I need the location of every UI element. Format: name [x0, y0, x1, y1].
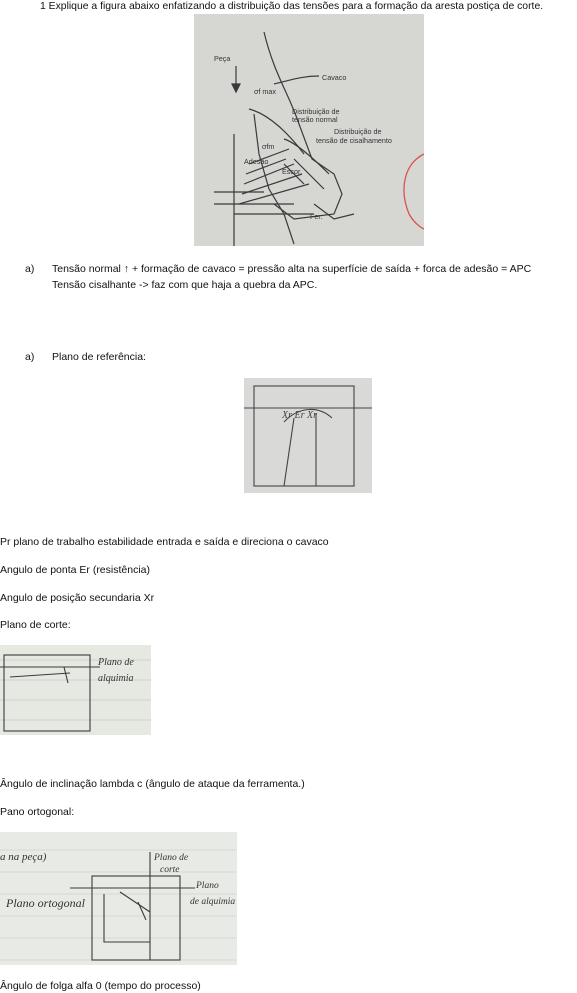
note-alfa: Ângulo de folga alfa 0 (tempo do processo) — [0, 980, 201, 992]
label-fer: Fer. — [310, 212, 323, 221]
note-plano-corte: Plano de corte: — [0, 619, 71, 631]
note-lambda: Ângulo de inclinação lambda c (ângulo de ataque da ferramenta.) — [0, 778, 305, 790]
label-dist-normal-2: tensão normal — [292, 115, 338, 124]
answer-a2-marker: a) — [25, 351, 35, 363]
note-er: Angulo de ponta Er (resistência) — [0, 564, 150, 576]
orthogonal-hand-corte-2: corte — [160, 865, 180, 875]
cutting-plane-sketch — [0, 645, 151, 735]
label-dist-cis-2: tensão de cisalhamento — [316, 136, 392, 145]
reference-plane-handwriting: Xr Er Xr — [282, 410, 317, 421]
stress-distribution-figure — [194, 14, 424, 246]
cutting-plane-hand-1: Plano de — [98, 657, 134, 668]
orthogonal-hand-alq-1: Plano — [196, 881, 219, 891]
cutting-plane-hand-2: alquimia — [98, 673, 134, 684]
orthogonal-hand-label: Plano ortogonal — [6, 896, 86, 910]
orthogonal-hand-alq-2: de alquimia — [190, 897, 236, 907]
note-pr: Pr plano de trabalho estabilidade entrada e saída e direciona o cavaco — [0, 536, 329, 548]
answer-a1-line1: Tensão normal ↑ + formação de cavaco = pressão alta na superfície de saída + forca de adesão = APC — [52, 263, 532, 275]
question-heading: 1 Explique a figura abaixo enfatizando a distribuição das tensões para a formação da aresta postiça de corte. — [40, 1, 544, 12]
orthogonal-hand-corte-1: Plano de — [154, 853, 189, 863]
reference-plane-sketch — [244, 378, 372, 493]
answer-a1-line2: Tensão cisalhante -> faz com que haja a quebra da APC. — [52, 279, 318, 291]
note-pano-ortogonal: Pano ortogonal: — [0, 806, 75, 818]
label-cavaco: Cavaco — [322, 73, 347, 82]
answer-a1-marker: a) — [25, 263, 35, 275]
orthogonal-hand-peca: a na peça) — [0, 851, 47, 863]
note-xr: Angulo de posição secundaria Xr — [0, 592, 155, 604]
label-dist-normal-1: Distribuição de — [292, 107, 340, 116]
answer-a2-label: Plano de referência: — [52, 351, 146, 363]
label-sigma-max: σf max — [254, 87, 277, 96]
label-sigma-m: σfm — [262, 142, 275, 151]
label-peca: Peça — [214, 54, 231, 63]
label-escor: Escor. — [282, 167, 302, 176]
label-dist-cis-1: Distribuição de — [334, 127, 382, 136]
stress-distribution-drawing — [194, 14, 424, 246]
label-adesao: Adesão — [244, 157, 269, 166]
orthogonal-plane-sketch — [0, 832, 237, 965]
